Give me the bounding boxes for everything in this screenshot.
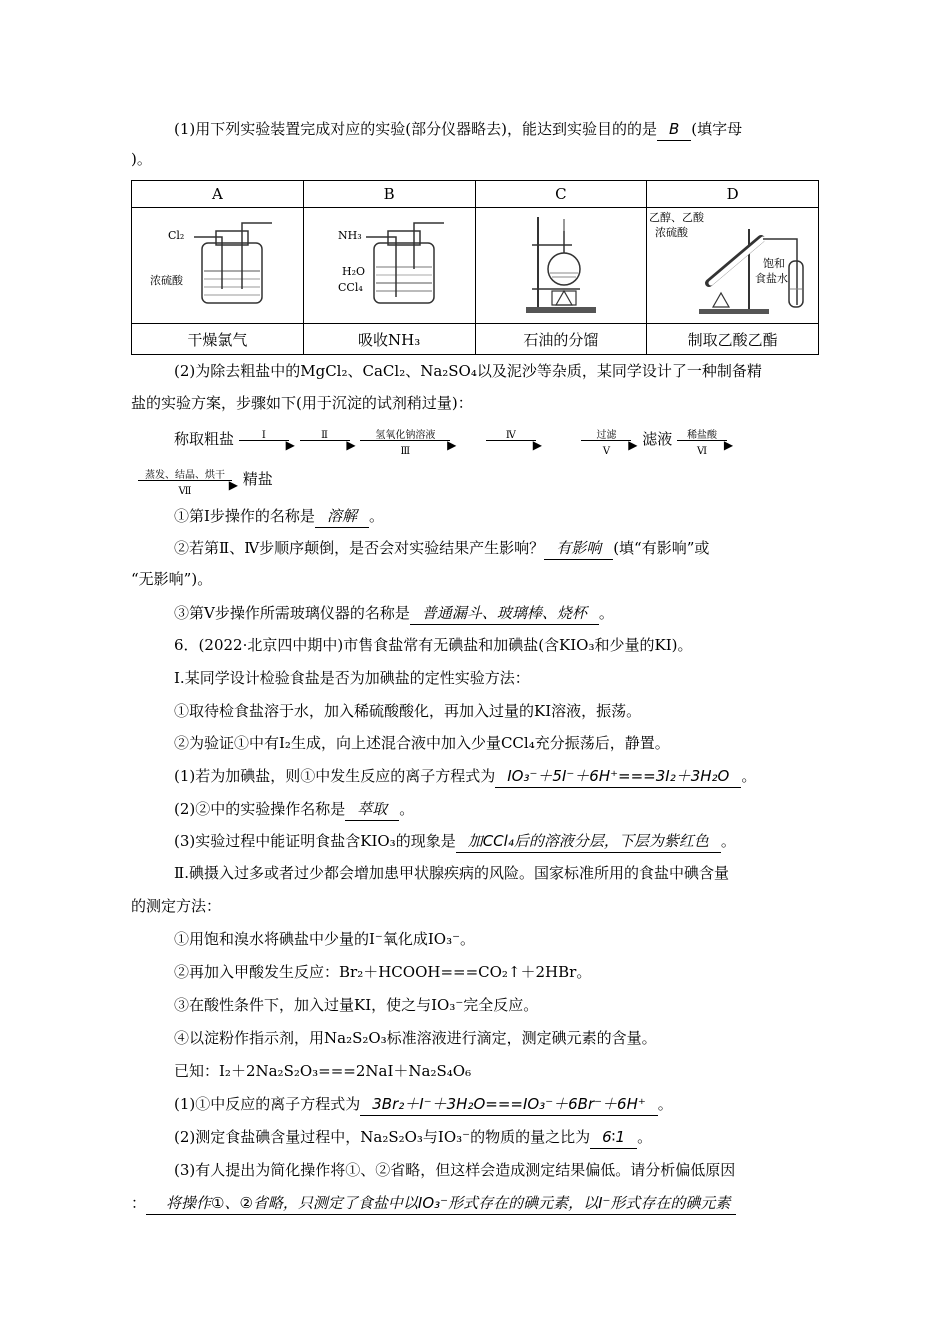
flow-step-2: Ⅱ [321, 430, 328, 441]
header-a: A [132, 181, 304, 208]
period: 。 [657, 1095, 673, 1113]
label-b-gas: NH₃ [338, 228, 362, 242]
q6-r2 [174, 1126, 652, 1149]
caption-d: 制取乙酸乙酯 [647, 324, 819, 355]
q6-part2-step4: ④以淀粉作指示剂，用Na₂S₂O₃标准溶液进行滴定，测定碘元素的含量。 [174, 1029, 657, 1047]
absorption-bottle-b [304, 209, 474, 319]
q5-2-sub1 [174, 505, 384, 528]
sub2-text: ②若第Ⅱ、Ⅳ步顺序颠倒，是否会对实验结果产生影响？ [174, 539, 545, 557]
flow-arrow-1: Ⅰ ▶ [239, 429, 295, 451]
q5-1-text: (1)用下列实验装置完成对应的实验(部分仪器略去)，能达到实验目的的是 [174, 120, 657, 138]
period: 。 [368, 507, 384, 525]
header-d: D [647, 181, 819, 208]
r2-text: (2)测定食盐碘含量过程中，Na₂S₂O₃与IO₃⁻的物质的量之比为 [174, 1128, 591, 1146]
period: 。 [598, 604, 614, 622]
q2-text: (2)②中的实验操作名称是 [174, 800, 346, 818]
apparatus-table [131, 180, 819, 355]
q5-1-tail: (填字母 [691, 120, 743, 138]
header-c: C [475, 181, 647, 208]
q6-known: 已知：I₂＋2Na₂S₂O₃===2NaI＋Na₂S₄O₆ [174, 1062, 472, 1080]
q6-q3 [174, 830, 736, 853]
flow-arrow-6: 稀盐酸 Ⅵ ▶ [677, 429, 733, 451]
flow-step-6-reagent: 稀盐酸 [687, 430, 718, 441]
figure-a [132, 208, 304, 324]
r1-answer: 3Br₂＋I⁻＋3H₂O===IO₃⁻＋6Br⁻＋6H⁺ [360, 1093, 658, 1116]
q5-2-line1: (2)为除去粗盐中的MgCl₂、CaCl₂、Na₂SO₄以及泥沙等杂质，某同学设计了一种制备精 [174, 362, 762, 380]
caption-b: 吸收NH₃ [303, 324, 475, 355]
q1-text: (1)若为加碘盐，则①中发生反应的离子方程式为 [174, 767, 496, 785]
flow-step-4: Ⅳ [505, 430, 516, 441]
q2-answer: 萃取 [345, 798, 399, 821]
q6-r1 [174, 1093, 673, 1116]
q5-2-line2: 盐的实验方案，步骤如下(用于沉淀的试剂稍过量)： [131, 394, 473, 412]
caption-c: 石油的分馏 [475, 324, 647, 355]
label-d-reagents1: 乙醇、乙酸 [649, 210, 705, 224]
figure-b [303, 208, 475, 324]
q5-2-sub3 [174, 602, 614, 625]
q6-title: 6．(2022·北京四中期中)市售食盐常有无碘盐和加碘盐(含KIO₃和少量的KI)。 [174, 636, 693, 654]
r2-answer: 6∶1 [590, 1126, 637, 1149]
q6-part2-step1: ①用饱和溴水将碘盐中少量的I⁻氧化成IO₃⁻。 [174, 930, 475, 948]
q6-r3-answer-line [131, 1192, 736, 1215]
q6-part1-step2: ②为验证①中有I₂生成，向上述混合液中加入少量CCl₄充分振荡后，静置。 [174, 734, 670, 752]
q6-q1 [174, 765, 756, 788]
q6-part2-step2: ②再加入甲酸发生反应：Br₂＋HCOOH===CO₂↑＋2HBr。 [174, 963, 592, 981]
gas-washing-bottle-a [132, 209, 302, 319]
q6-part1-head: Ⅰ.某同学设计检验食盐是否为加碘盐的定性实验方法： [174, 669, 530, 687]
figure-c [475, 208, 647, 324]
header-b: B [303, 181, 475, 208]
q6-part2-step3: ③在酸性条件下，加入过量KI，使之与IO₃⁻完全反应。 [174, 996, 539, 1014]
figure-d [647, 208, 819, 324]
label-a-liquid: 浓硫酸 [150, 273, 184, 287]
q5-2-sub2-cont: “无影响”)。 [131, 570, 213, 588]
r3-answer: 将操作①、②省略，只测定了食盐中以IO₃⁻形式存在的碘元素，以I⁻形式存在的碘元素 [146, 1192, 736, 1215]
flow-line-2 [138, 468, 273, 497]
period: 。 [637, 1128, 653, 1146]
label-d-sat2: 食盐水 [755, 271, 789, 285]
sub2-answer: 有影响 [544, 537, 613, 560]
flow-filtrate: 滤液 [642, 430, 673, 448]
label-a-gas: Cl₂ [168, 228, 185, 242]
caption-a: 干燥氯气 [132, 324, 304, 355]
flow-step-3-reagent: 氢氧化钠溶液 [375, 430, 436, 441]
q5-1-line2: )。 [131, 150, 152, 168]
label-b-water: H₂O [342, 264, 366, 278]
period: 。 [720, 832, 736, 850]
ester-apparatus-d [647, 209, 835, 319]
q3-text: (3)实验过程中能证明食盐含KIO₃的现象是 [174, 832, 456, 850]
flow-step-5-op: 过滤 [596, 430, 617, 441]
r1-text: (1)①中反应的离子方程式为 [174, 1095, 361, 1113]
label-d-sat1: 饱和 [763, 256, 786, 270]
flow-step-3: Ⅲ [400, 446, 411, 457]
q6-q2 [174, 798, 414, 821]
r3-colon: ： [131, 1194, 147, 1212]
flow-start: 称取粗盐 [174, 430, 235, 448]
q6-r3: (3)有人提出为简化操作将①、②省略，但这样会造成测定结果偏低。请分析偏低原因 [174, 1161, 736, 1179]
q6-part1-step1: ①取待检食盐溶于水，加入稀硫酸酸化，再加入过量的KI溶液，振荡。 [174, 702, 642, 720]
flow-arrow-2: Ⅱ ▶ [300, 429, 356, 451]
q3-answer: 加CCl₄后的溶液分层，下层为紫红色 [456, 830, 721, 853]
q6-part2-head2: 的测定方法： [131, 897, 222, 915]
q1-answer: IO₃⁻＋5I⁻＋6H⁺===3I₂＋3H₂O [495, 765, 741, 788]
label-d-reagents2: 浓硫酸 [655, 225, 689, 239]
period: 。 [741, 767, 757, 785]
flow-step-6: Ⅵ [697, 446, 708, 457]
flow-arrow-7: 蒸发、结晶、烘干 Ⅶ ▶ [138, 469, 238, 491]
flow-arrow-5: 过滤 Ⅴ ▶ [581, 429, 637, 451]
sub2-tail: (填“有影响”或 [613, 539, 710, 557]
q5-1-line [174, 118, 742, 141]
distillation-apparatus-c [476, 209, 646, 319]
flow-end: 精盐 [242, 470, 273, 488]
flow-arrow-3: 氢氧化钠溶液 Ⅲ ▶ [360, 429, 456, 451]
sub3-answer: 普通漏斗、玻璃棒、烧杯 [410, 602, 599, 625]
q5-2-sub2 [174, 537, 709, 560]
flow-step-7: Ⅶ [178, 486, 192, 497]
flow-line-1 [174, 428, 734, 457]
flow-step-7-op: 蒸发、结晶、烘干 [145, 470, 225, 481]
flow-arrow-4: Ⅳ ▶ [486, 429, 542, 451]
sub3-text: ③第Ⅴ步操作所需玻璃仪器的名称是 [174, 604, 410, 622]
sub1-answer: 溶解 [315, 505, 369, 528]
flow-step-1: Ⅰ [261, 430, 266, 441]
flow-step-5: Ⅴ [602, 446, 611, 457]
label-b-ccl4: CCl₄ [338, 280, 363, 294]
sub1-text: ①第Ⅰ步操作的名称是 [174, 507, 315, 525]
q6-part2-head1: Ⅱ.碘摄入过多或者过少都会增加患甲状腺疾病的风险。国家标准所用的食盐中碘含量 [174, 864, 729, 882]
period: 。 [399, 800, 415, 818]
q5-1-answer: B [657, 118, 691, 141]
